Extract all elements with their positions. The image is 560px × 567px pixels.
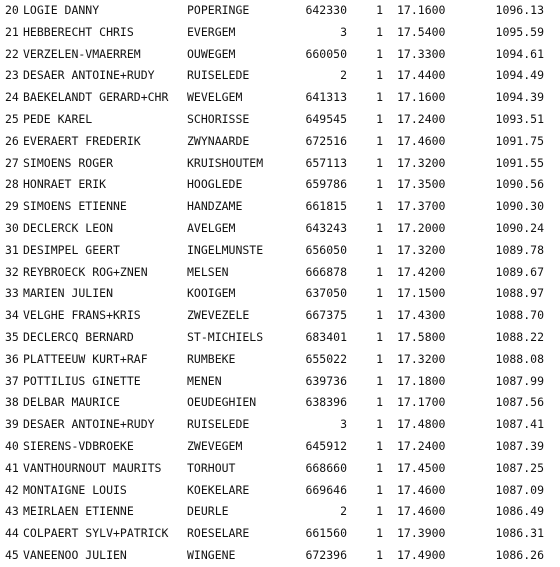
rank-cell: 38 [5, 395, 19, 410]
place-cell: AVELGEM [187, 220, 236, 235]
count-cell: 1 [376, 24, 383, 39]
arrival-time-cell: 17.4600 [397, 133, 446, 148]
count-cell: 1 [376, 417, 383, 432]
arrival-time-cell: 17.2400 [397, 438, 446, 453]
place-cell: ST-MICHIELS [187, 329, 264, 344]
rank-cell: 24 [5, 90, 19, 105]
speed-cell: 1088.97 [495, 286, 544, 301]
ring-number-cell: 672396 [305, 547, 347, 562]
count-cell: 1 [376, 308, 383, 323]
ring-number-cell: 639736 [305, 373, 347, 388]
place-cell: KRUISHOUTEM [187, 155, 264, 170]
count-cell: 1 [376, 460, 383, 475]
ring-number-cell: 642330 [305, 3, 347, 17]
name-cell: REYBROECK ROG+ZNEN [23, 264, 148, 279]
rank-cell: 20 [5, 3, 19, 17]
arrival-time-cell: 17.4800 [397, 417, 446, 432]
name-cell: PEDE KAREL [23, 111, 93, 126]
name-cell: DESAER ANTOINE+RUDY [23, 68, 155, 83]
speed-cell: 1087.99 [495, 373, 544, 388]
ring-number-cell: 659786 [305, 177, 347, 192]
arrival-time-cell: 17.1700 [397, 395, 446, 410]
ring-number-cell: 656050 [305, 242, 347, 257]
rank-cell: 39 [5, 417, 19, 432]
ring-number-cell: 661560 [305, 526, 347, 541]
place-cell: ZWYNAARDE [187, 133, 250, 148]
speed-cell: 1094.49 [495, 68, 544, 83]
arrival-time-cell: 17.4900 [397, 547, 446, 562]
arrival-time-cell: 17.3200 [397, 242, 446, 257]
rank-cell: 25 [5, 111, 19, 126]
result-row [0, 414, 560, 436]
result-row [0, 0, 560, 22]
name-cell: HEBBERECHT CHRIS [23, 24, 134, 39]
arrival-time-cell: 17.3300 [397, 46, 446, 61]
count-cell: 1 [376, 351, 383, 366]
arrival-time-cell: 17.4500 [397, 460, 446, 475]
count-cell: 1 [376, 111, 383, 126]
ring-number-cell: 657113 [305, 155, 347, 170]
rank-cell: 27 [5, 155, 19, 170]
speed-cell: 1093.51 [495, 111, 544, 126]
speed-cell: 1087.41 [495, 417, 544, 432]
rank-cell: 30 [5, 220, 19, 235]
rank-cell: 23 [5, 68, 19, 83]
result-row [0, 87, 560, 109]
rank-cell: 35 [5, 329, 19, 344]
count-cell: 1 [376, 133, 383, 148]
count-cell: 1 [376, 3, 383, 17]
speed-cell: 1088.70 [495, 308, 544, 323]
speed-cell: 1094.61 [495, 46, 544, 61]
name-cell: HONRAET ERIK [23, 177, 107, 192]
result-row [0, 44, 560, 66]
rank-cell: 29 [5, 199, 19, 214]
speed-cell: 1090.24 [495, 220, 544, 235]
rank-cell: 31 [5, 242, 19, 257]
result-row [0, 349, 560, 371]
place-cell: RUISELEDE [187, 417, 250, 432]
rank-cell: 34 [5, 308, 19, 323]
result-row [0, 65, 560, 87]
name-cell: MEIRLAEN ETIENNE [23, 504, 134, 519]
count-cell: 1 [376, 177, 383, 192]
count-cell: 1 [376, 264, 383, 279]
ring-number-cell: 666878 [305, 264, 347, 279]
speed-cell: 1087.39 [495, 438, 544, 453]
rank-cell: 22 [5, 46, 19, 61]
ring-number-cell: 669646 [305, 482, 347, 497]
place-cell: ZWEVEGEM [187, 438, 243, 453]
name-cell: MARIEN JULIEN [23, 286, 114, 301]
place-cell: RUISELEDE [187, 68, 250, 83]
count-cell: 1 [376, 395, 383, 410]
ring-number-cell: 3 [340, 417, 347, 432]
name-cell: VERZELEN-VMAERREM [23, 46, 141, 61]
arrival-time-cell: 17.1600 [397, 3, 446, 17]
place-cell: WINGENE [187, 547, 236, 562]
arrival-time-cell: 17.3700 [397, 199, 446, 214]
place-cell: DEURLE [187, 504, 229, 519]
name-cell: DELBAR MAURICE [23, 395, 120, 410]
count-cell: 1 [376, 90, 383, 105]
rank-cell: 26 [5, 133, 19, 148]
arrival-time-cell: 17.4600 [397, 504, 446, 519]
arrival-time-cell: 17.2400 [397, 111, 446, 126]
result-row [0, 22, 560, 44]
rank-cell: 36 [5, 351, 19, 366]
count-cell: 1 [376, 286, 383, 301]
result-row [0, 196, 560, 218]
rank-cell: 37 [5, 373, 19, 388]
count-cell: 1 [376, 220, 383, 235]
result-row [0, 436, 560, 458]
speed-cell: 1091.55 [495, 155, 544, 170]
rank-cell: 45 [5, 547, 19, 562]
result-row [0, 262, 560, 284]
ring-number-cell: 3 [340, 24, 347, 39]
speed-cell: 1094.39 [495, 90, 544, 105]
name-cell: VANEENOO JULIEN [23, 547, 127, 562]
place-cell: OEUDEGHIEN [187, 395, 257, 410]
speed-cell: 1086.31 [495, 526, 544, 541]
name-cell: DESIMPEL GEERT [23, 242, 120, 257]
name-cell: VANTHOURNOUT MAURITS [23, 460, 162, 475]
ring-number-cell: 683401 [305, 329, 347, 344]
name-cell: SIERENS-VDBROEKE [23, 438, 134, 453]
rank-cell: 41 [5, 460, 19, 475]
name-cell: LOGIE DANNY [23, 3, 100, 17]
result-row [0, 392, 560, 414]
arrival-time-cell: 17.1800 [397, 373, 446, 388]
count-cell: 1 [376, 504, 383, 519]
speed-cell: 1095.59 [495, 24, 544, 39]
arrival-time-cell: 17.4300 [397, 308, 446, 323]
speed-cell: 1096.13 [495, 3, 544, 17]
ring-number-cell: 643243 [305, 220, 347, 235]
count-cell: 1 [376, 329, 383, 344]
name-cell: COLPAERT SYLV+PATRICK [23, 526, 169, 541]
ring-number-cell: 667375 [305, 308, 347, 323]
speed-cell: 1086.49 [495, 504, 544, 519]
result-row [0, 109, 560, 131]
rank-cell: 44 [5, 526, 19, 541]
count-cell: 1 [376, 547, 383, 562]
arrival-time-cell: 17.3900 [397, 526, 446, 541]
rank-cell: 42 [5, 482, 19, 497]
place-cell: HANDZAME [187, 199, 243, 214]
speed-cell: 1090.30 [495, 199, 544, 214]
arrival-time-cell: 17.3200 [397, 351, 446, 366]
count-cell: 1 [376, 482, 383, 497]
rank-cell: 43 [5, 504, 19, 519]
arrival-time-cell: 17.4600 [397, 482, 446, 497]
ring-number-cell: 645912 [305, 438, 347, 453]
speed-cell: 1087.25 [495, 460, 544, 475]
rank-cell: 32 [5, 264, 19, 279]
place-cell: ROESELARE [187, 526, 250, 541]
ring-number-cell: 641313 [305, 90, 347, 105]
arrival-time-cell: 17.5800 [397, 329, 446, 344]
place-cell: INGELMUNSTE [187, 242, 264, 257]
arrival-time-cell: 17.3500 [397, 177, 446, 192]
rank-cell: 28 [5, 177, 19, 192]
count-cell: 1 [376, 199, 383, 214]
ring-number-cell: 672516 [305, 133, 347, 148]
count-cell: 1 [376, 438, 383, 453]
name-cell: MONTAIGNE LOUIS [23, 482, 127, 497]
name-cell: DECLERCQ BERNARD [23, 329, 134, 344]
count-cell: 1 [376, 526, 383, 541]
place-cell: OUWEGEM [187, 46, 236, 61]
result-row [0, 327, 560, 349]
result-row [0, 153, 560, 175]
ring-number-cell: 2 [340, 504, 347, 519]
count-cell: 1 [376, 46, 383, 61]
count-cell: 1 [376, 242, 383, 257]
result-row [0, 305, 560, 327]
result-row [0, 545, 560, 567]
ring-number-cell: 661815 [305, 199, 347, 214]
place-cell: MENEN [187, 373, 222, 388]
place-cell: RUMBEKE [187, 351, 236, 366]
name-cell: SIMOENS ETIENNE [23, 199, 127, 214]
name-cell: VELGHE FRANS+KRIS [23, 308, 141, 323]
speed-cell: 1086.26 [495, 547, 544, 562]
result-row [0, 283, 560, 305]
place-cell: SCHORISSE [187, 111, 250, 126]
ring-number-cell: 668660 [305, 460, 347, 475]
arrival-time-cell: 17.4200 [397, 264, 446, 279]
ring-number-cell: 637050 [305, 286, 347, 301]
speed-cell: 1087.56 [495, 395, 544, 410]
arrival-time-cell: 17.3200 [397, 155, 446, 170]
speed-cell: 1089.78 [495, 242, 544, 257]
place-cell: EVERGEM [187, 24, 236, 39]
place-cell: ZWEVEZELE [187, 308, 250, 323]
speed-cell: 1087.09 [495, 482, 544, 497]
result-row [0, 131, 560, 153]
place-cell: KOOIGEM [187, 286, 236, 301]
result-row [0, 501, 560, 523]
name-cell: DECLERCK LEON [23, 220, 114, 235]
result-row [0, 371, 560, 393]
speed-cell: 1088.22 [495, 329, 544, 344]
place-cell: WEVELGEM [187, 90, 243, 105]
count-cell: 1 [376, 373, 383, 388]
name-cell: PLATTEEUW KURT+RAF [23, 351, 148, 366]
count-cell: 1 [376, 155, 383, 170]
result-row [0, 218, 560, 240]
rank-cell: 40 [5, 438, 19, 453]
place-cell: KOEKELARE [187, 482, 250, 497]
name-cell: EVERAERT FREDERIK [23, 133, 141, 148]
speed-cell: 1091.75 [495, 133, 544, 148]
ring-number-cell: 655022 [305, 351, 347, 366]
arrival-time-cell: 17.5400 [397, 24, 446, 39]
result-row [0, 458, 560, 480]
ring-number-cell: 2 [340, 68, 347, 83]
ring-number-cell: 638396 [305, 395, 347, 410]
place-cell: MELSEN [187, 264, 229, 279]
speed-cell: 1089.67 [495, 264, 544, 279]
name-cell: SIMOENS ROGER [23, 155, 114, 170]
place-cell: POPERINGE [187, 3, 250, 17]
arrival-time-cell: 17.1600 [397, 90, 446, 105]
place-cell: TORHOUT [187, 460, 236, 475]
ring-number-cell: 660050 [305, 46, 347, 61]
arrival-time-cell: 17.4400 [397, 68, 446, 83]
name-cell: POTTILIUS GINETTE [23, 373, 141, 388]
ring-number-cell: 649545 [305, 111, 347, 126]
result-row [0, 174, 560, 196]
arrival-time-cell: 17.1500 [397, 286, 446, 301]
rank-cell: 21 [5, 24, 19, 39]
name-cell: DESAER ANTOINE+RUDY [23, 417, 155, 432]
result-row [0, 240, 560, 262]
count-cell: 1 [376, 68, 383, 83]
speed-cell: 1088.08 [495, 351, 544, 366]
name-cell: BAEKELANDT GERARD+CHR [23, 90, 169, 105]
speed-cell: 1090.56 [495, 177, 544, 192]
arrival-time-cell: 17.2000 [397, 220, 446, 235]
result-row [0, 523, 560, 545]
result-row [0, 480, 560, 502]
place-cell: HOOGLEDE [187, 177, 243, 192]
rank-cell: 33 [5, 286, 19, 301]
